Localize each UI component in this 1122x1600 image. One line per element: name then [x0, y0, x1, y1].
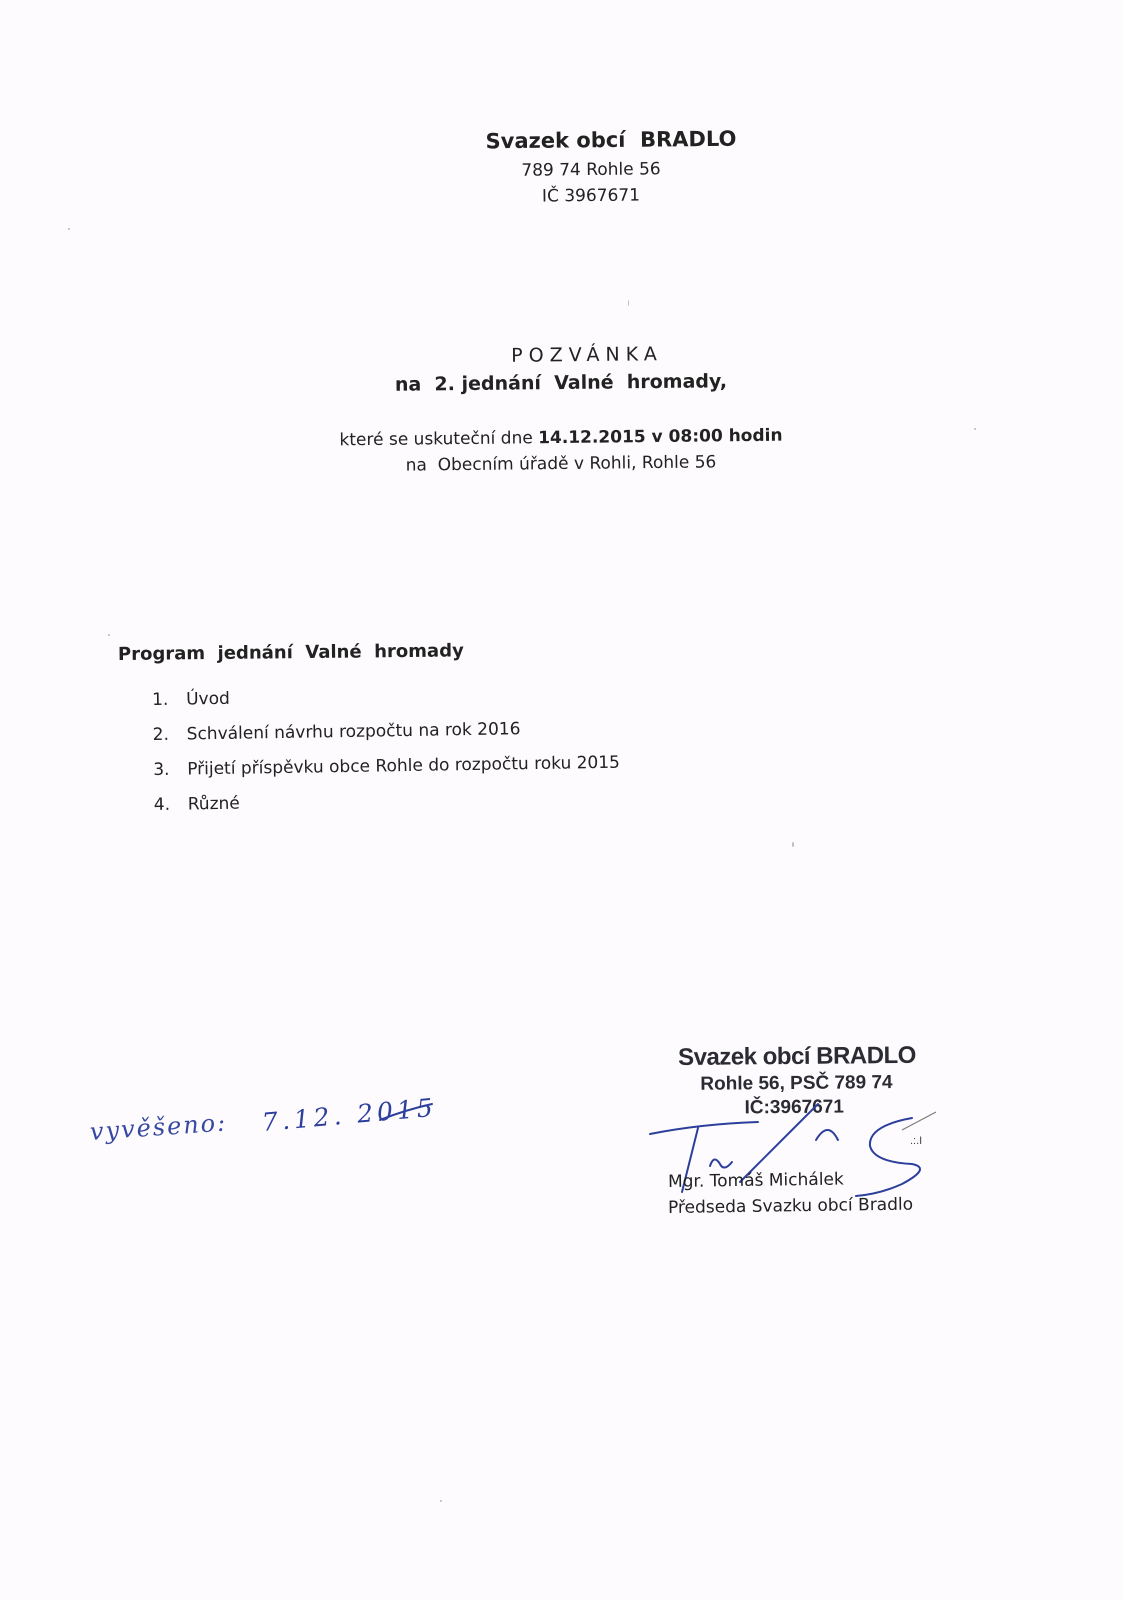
org-id-number: IČ 3967671 — [541, 185, 641, 207]
scan-speck — [68, 228, 70, 230]
handwritten-signature — [640, 1100, 960, 1210]
meeting-datetime: 14.12.2015 v 08:00 hodin — [538, 425, 783, 449]
stamp-address: Rohle 56, PSČ 789 74 — [700, 1072, 893, 1095]
posted-note-label: vyvěšeno: — [89, 1108, 229, 1146]
scan-speck — [974, 428, 976, 430]
agenda-item-number: 1. — [152, 689, 169, 710]
scan-speck — [792, 842, 794, 847]
meeting-location: na Obecním úřadě v Rohli, Rohle 56 — [405, 452, 717, 476]
scan-speck — [108, 634, 110, 636]
org-address: 789 74 Rohle 56 — [521, 159, 661, 181]
agenda-list — [152, 681, 754, 830]
invitation-title: POZVÁNKA — [511, 343, 663, 367]
scan-speck — [628, 300, 629, 306]
invitation-subtitle: na 2. jednání Valné hromady, — [394, 370, 728, 396]
scan-speck — [440, 1500, 442, 1502]
agenda-item-number: 2. — [152, 724, 170, 745]
agenda-item-text: Různé — [187, 793, 240, 815]
posted-note-underline — [80, 1090, 440, 1200]
agenda-item-text: Schválení návrhu rozpočtu na rok 2016 — [186, 719, 521, 745]
agenda-item-text: Úvod — [185, 688, 231, 710]
agenda-item-number: 3. — [153, 759, 170, 780]
signer-name: Mgr. Tomáš Michálek — [667, 1169, 844, 1192]
agenda-item-number: 4. — [153, 794, 171, 815]
stamp-org-name: Svazek obcí BRADLO — [677, 1041, 916, 1071]
signer-role: Předseda Svazku obcí Bradlo — [667, 1194, 914, 1218]
stamp-id-number: IČ:3967671 — [744, 1096, 844, 1119]
meeting-datetime-prefix: které se uskuteční dne — [339, 428, 539, 451]
svg-text:.:.I: .:.I — [910, 1135, 923, 1147]
org-name: Svazek obcí BRADLO — [485, 126, 737, 154]
agenda-item-text: Přijetí příspěvku obce Rohle do rozpočtu roku 2015 — [187, 752, 621, 780]
posted-note-date: 7.12. 2015 — [260, 1092, 438, 1137]
program-heading: Program jednání Valné hromady — [117, 640, 464, 665]
